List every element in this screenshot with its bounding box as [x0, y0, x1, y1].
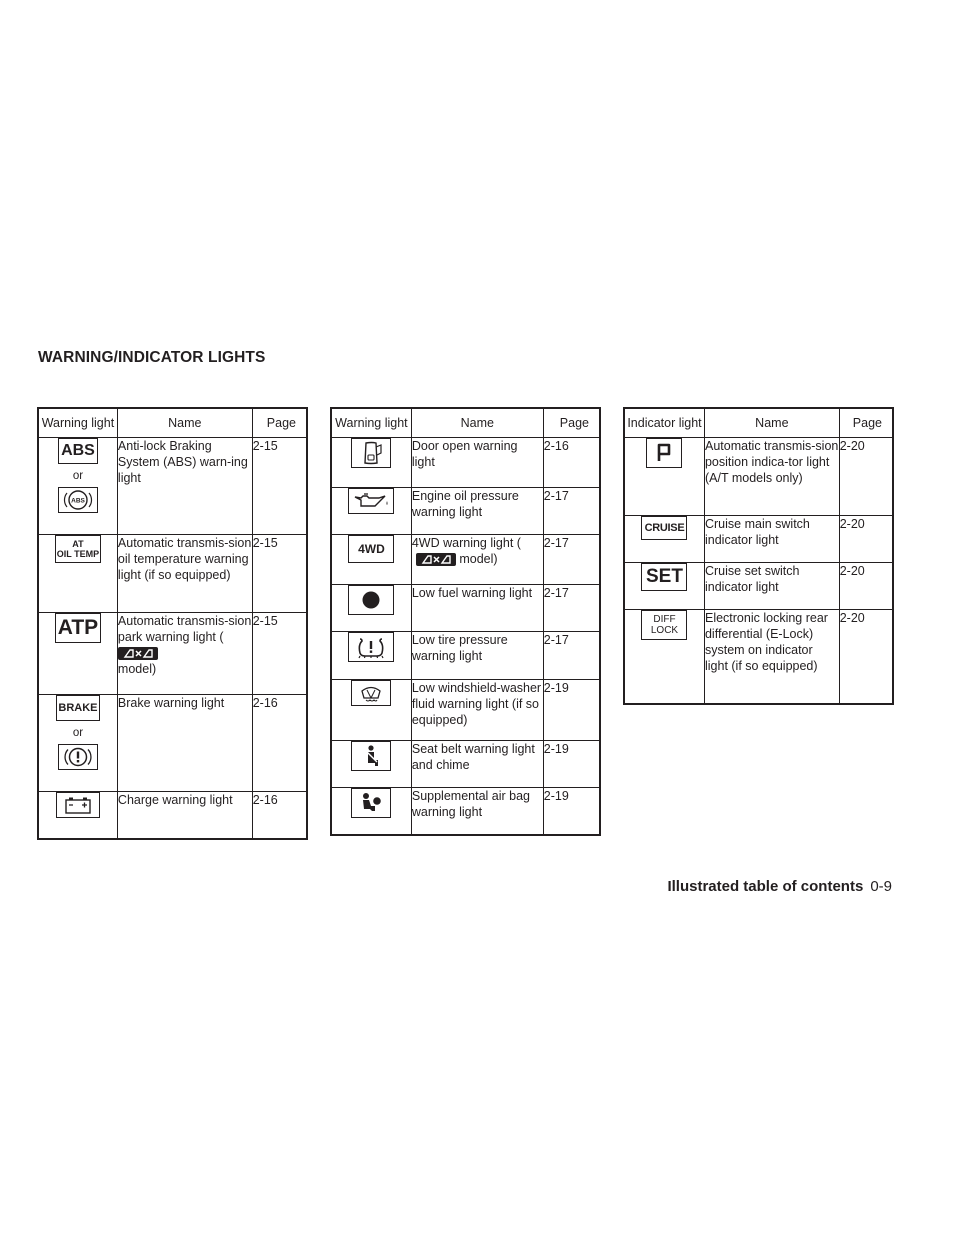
header-name: Name — [411, 408, 543, 438]
icon-cell — [38, 438, 117, 535]
footer-title: Illustrated table of contents — [667, 878, 864, 895]
oil-can-icon — [348, 488, 394, 514]
page-footer — [667, 878, 892, 895]
table-header-row — [38, 408, 307, 438]
header-name: Name — [117, 408, 252, 438]
row-name: Low fuel warning light — [411, 585, 543, 632]
table-row — [331, 535, 600, 585]
row-name: 4WD warning light ( model) — [411, 535, 543, 585]
header-warning-light: Warning light — [38, 408, 117, 438]
tire-pressure-icon — [348, 632, 394, 662]
row-name: Seat belt warning light and chime — [411, 741, 543, 788]
row-page: 2-15 — [252, 438, 307, 535]
row-name: Electronic locking rear differential (E-Lock) system on indicator light (if so equipped) — [704, 610, 839, 704]
header-page: Page — [839, 408, 893, 438]
icon-cell — [38, 613, 117, 695]
row-page: 2-15 — [252, 535, 307, 613]
header-warning-light: Warning light — [331, 408, 411, 438]
brake-circle-icon — [58, 744, 98, 770]
row-page: 2-19 — [543, 680, 600, 741]
table-row — [331, 788, 600, 835]
row-name: Automatic transmis-sion oil temperature warning light (if so equipped) — [117, 535, 252, 613]
row-name: Anti-lock Braking System (ABS) warn-ing light — [117, 438, 252, 535]
row-name: Cruise set switch indicator light — [704, 563, 839, 610]
row-page: 2-20 — [839, 516, 893, 563]
row-name: Engine oil pressure warning light — [411, 488, 543, 535]
header-page: Page — [543, 408, 600, 438]
atp-icon: ATP — [55, 613, 101, 643]
page-number: 0-9 — [870, 878, 892, 895]
warning-lights-table-2 — [330, 407, 601, 836]
or-label: or — [72, 470, 84, 482]
table-row — [624, 438, 893, 516]
table-row — [624, 563, 893, 610]
svg-text:ABS: ABS — [71, 497, 85, 505]
row-page: 2-16 — [252, 695, 307, 792]
icon-cell — [38, 535, 117, 613]
4x4-badge-icon — [416, 553, 456, 566]
table-row — [38, 695, 307, 792]
row-name: Brake warning light — [117, 695, 252, 792]
battery-icon — [56, 792, 100, 818]
icon-cell — [624, 610, 704, 704]
row-page: 2-17 — [543, 632, 600, 680]
icon-cell — [331, 680, 411, 741]
table-header-row — [624, 408, 893, 438]
row-name: Automatic transmis-sion park warning light ( model) — [117, 613, 252, 695]
set-icon: SET — [641, 563, 687, 591]
row-name: Charge warning light — [117, 792, 252, 839]
row-page: 2-16 — [252, 792, 307, 839]
row-page: 2-19 — [543, 788, 600, 835]
washer-fluid-icon — [351, 680, 391, 706]
diff-lock-icon: DIFF LOCK — [641, 610, 687, 640]
header-indicator-light: Indicator light — [624, 408, 704, 438]
table-row — [331, 438, 600, 488]
icon-cell — [624, 563, 704, 610]
4x4-badge-icon — [118, 647, 158, 660]
row-page: 2-20 — [839, 438, 893, 516]
icon-cell — [331, 488, 411, 535]
abs-text-icon: ABS — [58, 438, 98, 464]
row-name: Low tire pressure warning light — [411, 632, 543, 680]
brake-text-icon: BRAKE — [56, 695, 100, 721]
table-row — [331, 585, 600, 632]
icon-cell — [331, 438, 411, 488]
icon-cell — [331, 632, 411, 680]
door-open-icon — [351, 438, 391, 468]
4wd-icon: 4WD — [348, 535, 394, 563]
icon-cell — [624, 516, 704, 563]
table-row — [331, 741, 600, 788]
header-page: Page — [252, 408, 307, 438]
header-name: Name — [704, 408, 839, 438]
row-page: 2-17 — [543, 585, 600, 632]
table-row — [38, 792, 307, 839]
warning-lights-table-1 — [37, 407, 308, 840]
table-row — [38, 438, 307, 535]
table-row — [331, 488, 600, 535]
row-name: Supplemental air bag warning light — [411, 788, 543, 835]
table-header-row — [331, 408, 600, 438]
table-row — [331, 632, 600, 680]
airbag-icon — [351, 788, 391, 818]
row-page: 2-20 — [839, 610, 893, 704]
row-page: 2-19 — [543, 741, 600, 788]
row-name: Door open warning light — [411, 438, 543, 488]
table-row — [38, 535, 307, 613]
icon-cell — [331, 535, 411, 585]
row-page: 2-17 — [543, 488, 600, 535]
table-row — [331, 680, 600, 741]
at-oil-temp-icon: AT OIL TEMP — [55, 535, 101, 563]
seat-belt-icon — [351, 741, 391, 771]
indicator-lights-table — [623, 407, 894, 705]
table-row — [624, 610, 893, 704]
icon-cell — [331, 741, 411, 788]
p-position-icon — [646, 438, 682, 468]
section-title: WARNING/INDICATOR LIGHTS — [38, 349, 266, 366]
icon-cell — [331, 788, 411, 835]
row-page: 2-16 — [543, 438, 600, 488]
cruise-icon: CRUISE — [641, 516, 687, 540]
table-row — [624, 516, 893, 563]
row-name: Low windshield-washer fluid warning light (if so equipped) — [411, 680, 543, 741]
table-row — [38, 613, 307, 695]
abs-circle-icon — [58, 487, 98, 513]
icon-cell — [38, 695, 117, 792]
icon-cell — [331, 585, 411, 632]
row-page: 2-20 — [839, 563, 893, 610]
row-page: 2-17 — [543, 535, 600, 585]
row-name: Cruise main switch indicator light — [704, 516, 839, 563]
icon-cell — [624, 438, 704, 516]
or-label: or — [72, 727, 84, 739]
row-name: Automatic transmis-sion position indica-tor light (A/T models only) — [704, 438, 839, 516]
fuel-dot-icon — [348, 585, 394, 615]
row-page: 2-15 — [252, 613, 307, 695]
icon-cell — [38, 792, 117, 839]
